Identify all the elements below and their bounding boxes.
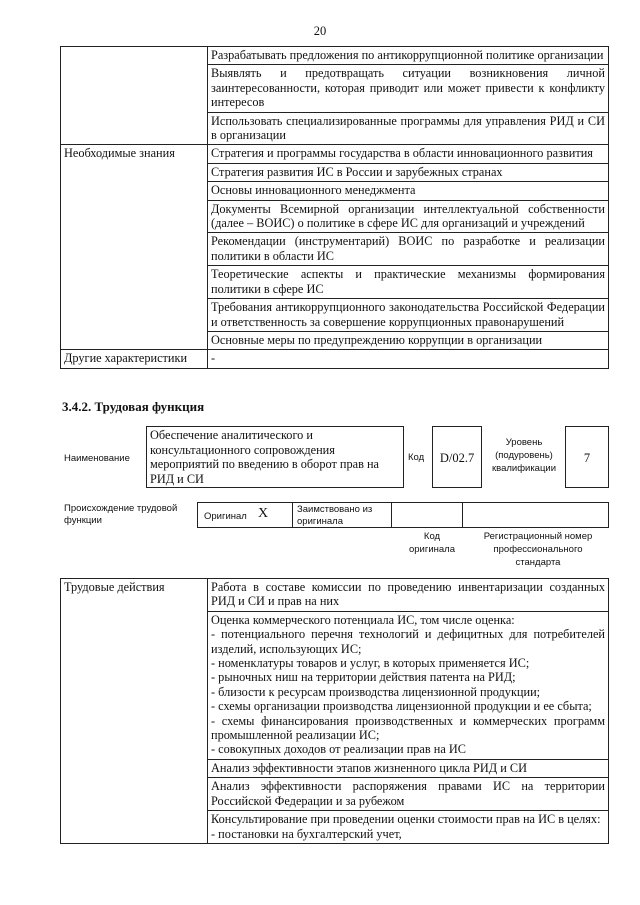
section-heading: 3.4.2. Трудовая функция: [62, 399, 205, 414]
skill-cell: Использовать специализированные программы для управления РИД и СИ в организации: [208, 112, 609, 145]
borrowed-label: Заимствовано из оригинала: [297, 504, 373, 527]
action-cell: Анализ эффективности этапов жизненного цикла РИД и СИ: [208, 759, 609, 777]
action-cell: Консультирование при проведении оценки стоимости прав на ИС в целях: - постановки на бухгалтерский учет,: [208, 811, 609, 844]
reg-number-label: Регистрационный номер профессионального стандарта: [483, 531, 593, 568]
labor-actions-label: Трудовые действия: [61, 579, 208, 844]
function-name-box: Обеспечение аналитического и консультационного сопровождения мероприятий по введению в оборот прав на РИД и СИ: [146, 426, 404, 488]
origin-row: [197, 502, 609, 528]
knowledge-label: Необходимые знания: [61, 145, 208, 350]
origin-label: Происхождение трудовой функции: [64, 503, 178, 526]
qualification-level-box: 7: [565, 426, 609, 488]
action-cell: Работа в составе комиссии по проведению инвентаризации созданных РИД и СИ и прав на них: [208, 579, 609, 612]
knowledge-cell: Стратегия и программы государства в области инновационного развития: [208, 145, 609, 163]
knowledge-cell: Документы Всемирной организации интеллектуальной собственности (далее – ВОИС) о политике в сфере ИС для организаций и учреждений: [208, 200, 609, 233]
code-value-box: D/02.7: [432, 426, 482, 488]
page-number: 20: [313, 24, 327, 38]
action-cell: Анализ эффективности распоряжения правами ИС на территории Российской Федерации и за рубежом: [208, 778, 609, 811]
code-label: Код: [408, 452, 425, 463]
knowledge-cell: Основные меры по предупреждению коррупции в организации: [208, 331, 609, 349]
knowledge-cell: Стратегия развития ИС в России и зарубежных странах: [208, 163, 609, 181]
knowledge-skills-table: [60, 46, 609, 369]
original-cell: [197, 502, 293, 528]
knowledge-cell: Основы инновационного менеджмента: [208, 182, 609, 200]
reg-number-cell: [462, 502, 609, 528]
action-cell: Оценка коммерческого потенциала ИС, том числе оценка: - потенциального перечня технологий и дефицитных для потребителей изделий, использующих ИС; - номенклатуры товаров и услуг, в которых применяется ИС; - рыночных ниш на территории действия патента на РИД; - близости к ресурсам производства лицензионной продукции; - схемы организации производства лицензионной продукции и ее сбыта; - схемы финансирования производственных и коммерческих программ промышленной реализации ИС; - совокупных доходов от реализации прав на ИС: [208, 611, 609, 759]
qualification-level-label: Уровень (подуровень) квалификации: [491, 437, 557, 474]
code-original-cell: [391, 502, 463, 528]
knowledge-cell: Рекомендации (инструментарий) ВОИС по разработке и реализации политики в области ИС: [208, 233, 609, 266]
name-label: Наименование: [64, 453, 130, 464]
skill-cell: Разрабатывать предложения по антикоррупционной политике организации: [208, 47, 609, 65]
knowledge-cell: Теоретические аспекты и практические механизмы формирования политики в сфере ИС: [208, 266, 609, 299]
original-mark: X: [258, 506, 269, 521]
skill-cell: Выявлять и предотвращать ситуации возникновения личной заинтересованности, которая приводит или может привести к конфликту интересов: [208, 65, 609, 112]
other-characteristics-label: Другие характеристики: [61, 350, 208, 368]
borrowed-cell: [292, 502, 392, 528]
knowledge-cell: Требования антикоррупционного законодательства Российской Федерации и ответственность за совершение коррупционных правонарушений: [208, 299, 609, 332]
original-label: Оригинал: [204, 511, 247, 522]
other-characteristics-value: -: [208, 350, 609, 368]
skills-label-cell: [61, 47, 208, 145]
code-original-label: Код оригинала: [408, 531, 455, 555]
labor-actions-table: [60, 578, 609, 844]
